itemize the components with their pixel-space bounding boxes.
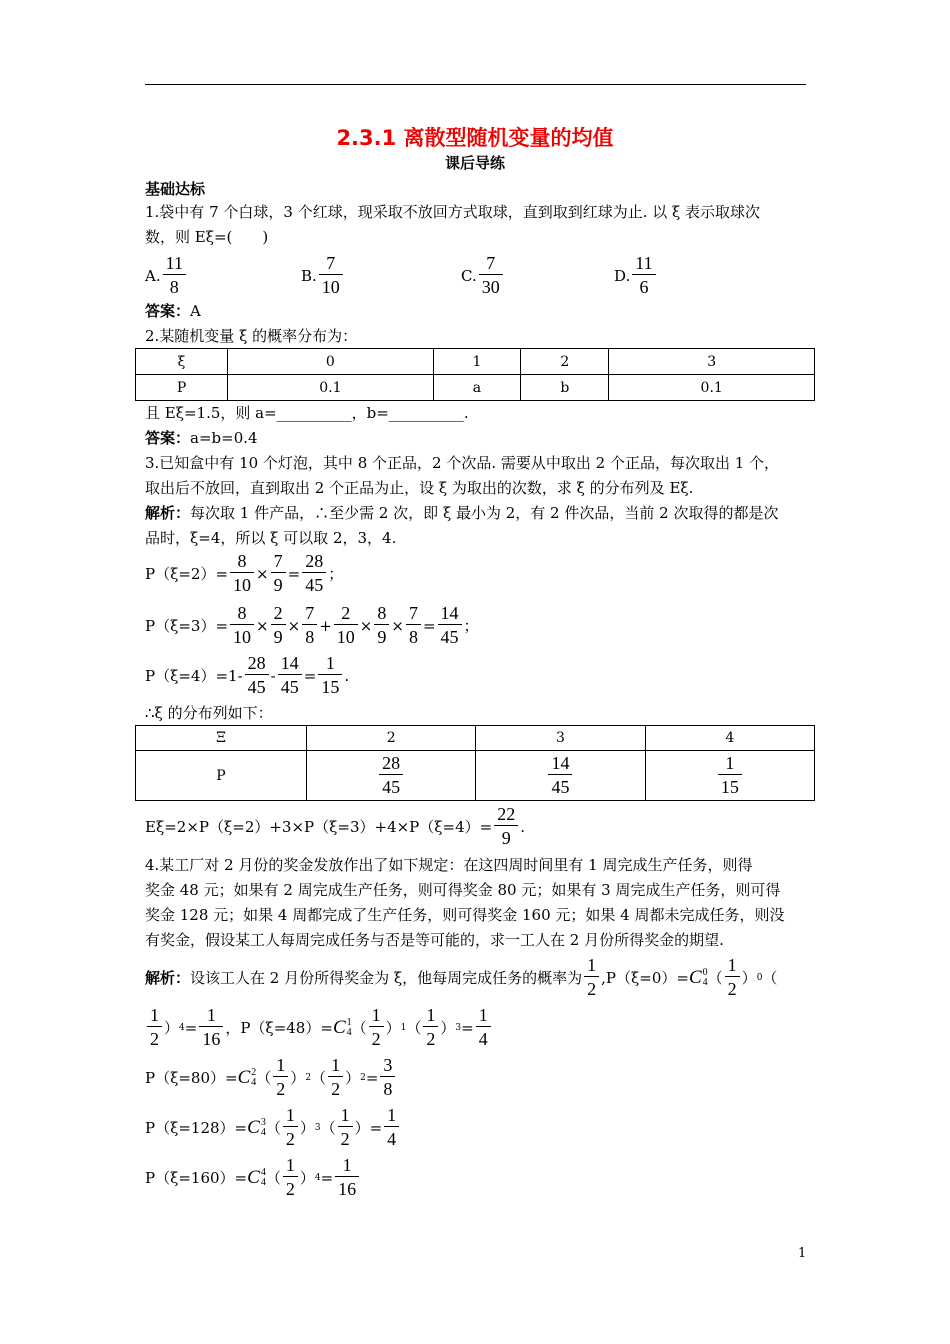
q4-p-xi-80: P（ξ=80）= C 2 4 （ $\frac{1}{2}$ ） 2 （ $\frac{1}{2}$ ） 2 = $\frac{3}{8}$ [145,1054,397,1101]
q1-option-a: A. $\frac{11}{8}$ [145,252,188,299]
q3-analysis1: 解析：每次取 1 件产品，∴至少需 2 次，即 ξ 最小为 2，有 2 件次品，当前 2 次取得的都是次 [145,504,779,522]
q1-line1: 1.袋中有 7 个白球，3 个红球，现采取不放回方式取球，直到取到红球为止. 以 ξ 表示取球次 [145,203,761,221]
q4-line2: 奖金 48 元；如果有 2 周完成生产任务，则可得奖金 80 元；如果有 3 周完成生产任务，则可得 [145,881,781,899]
q2-answer: 答案：a=b=0.4 [145,429,258,447]
q3-dist-text: ∴ξ 的分布列如下： [145,704,273,722]
page-title: 2.3.1 离散型随机变量的均值 [336,126,614,150]
q4-analysis1: 解析： 设该工人在 2 月份所得奖金为 ξ，他每周完成任务的概率为 $\frac{1}{2}$ , P（ξ=0）= C 0 4 （ $\frac{1}{2}$ ） 0 （ [145,955,778,999]
q4-line1: 4.某工厂对 2 月份的奖金发放作出了如下规定：在这四周时间里有 1 周完成生产任务，则得 [145,856,753,874]
q1-answer: 答案：A [145,302,201,320]
q2-distribution-table: ξ 0 1 2 3 P 0.1 a b 0.1 [135,348,815,401]
q3-expectation: Eξ=2×P（ξ=2）+3×P（ξ=3）+4×P（ξ=4）= $\frac{22}{9}$ . [145,804,526,848]
q2-condition: 且 Eξ=1.5，则 a=__________，b=__________. [145,404,469,422]
q4-line4: 有奖金，假设某工人每周完成任务与否是等可能的，求一工人在 2 月份所得奖金的期望. [145,931,724,949]
q4-analysis2: $\frac{1}{2}$ ） 4 = $\frac{1}{16}$ ， P（ξ=48）= C 1 4 （ $\frac{1}{2}$ ） 1 （ $\frac{1}{2}$ ） 3 = $\frac{1}{4}$ [145,1004,493,1051]
q4-line3: 奖金 128 元；如果 4 周都完成了生产任务，则可得奖金 160 元；如果 4 周都未完成任务，则没 [145,906,785,924]
section-heading: 基础达标 [145,180,206,198]
q3-p-xi-4: P（ξ=4）=1- $\frac{28}{45}$ - $\frac{14}{45}$ = $\frac{1}{15}$ . [145,653,350,697]
q1-option-c: C. $\frac{7}{30}$ [461,252,505,299]
header-rule [145,84,806,85]
q3-line1: 3.已知盒中有 10 个灯泡，其中 8 个正品，2 个次品. 需要从中取出 2 个正品，每次取出 1 个， [145,454,780,472]
page-subtitle: 课后导练 [444,154,505,172]
fraction: $\frac{11}{8}$ [163,252,186,299]
q3-line2: 取出后不放回，直到取出 2 个正品为止，设 ξ 为取出的次数，求 ξ 的分布列及 Eξ. [145,479,694,497]
q1-line2: 数，则 Eξ=( ) [145,228,269,246]
q4-p-xi-160: P（ξ=160）= C 4 4 （ $\frac{1}{2}$ ） 4 = $\frac{1}{16}$ [145,1154,361,1201]
fraction: $\frac{7}{10}$ [319,252,343,299]
q3-p-xi-3: P（ξ=3）= $\frac{8}{10}$ × $\frac{2}{9}$ × $\frac{7}{8}$ + $\frac{2}{10}$ × $\frac{8}{9}$ × $\frac{7}{8}$ = $\frac{14}{45}$ ； [145,603,479,647]
q3-analysis2: 品时，ξ=4，所以 ξ 可以取 2，3，4. [145,529,397,547]
q4-p-xi-128: P（ξ=128）= C 3 4 （ $\frac{1}{2}$ ） 3 （ $\frac{1}{2}$ ）= $\frac{1}{4}$ [145,1104,401,1151]
fraction: $\frac{7}{30}$ [479,252,503,299]
q3-p-xi-2: P（ξ=2）= $\frac{8}{10}$ × $\frac{7}{9}$ = $\frac{28}{45}$ ； [145,551,344,595]
q1-option-b: B. $\frac{7}{10}$ [301,252,345,299]
fraction: $\frac{11}{6}$ [632,252,655,299]
q2-text: 2.某随机变量 ξ 的概率分布为： [145,327,358,345]
q1-option-d: D. $\frac{11}{6}$ [614,252,658,299]
q3-distribution-table: Ξ 2 3 4 P $\frac{28}{45}$ $\frac{14}{45}$ $\frac{1}{15}$ [135,725,815,801]
page-number: 1 [798,1246,807,1261]
